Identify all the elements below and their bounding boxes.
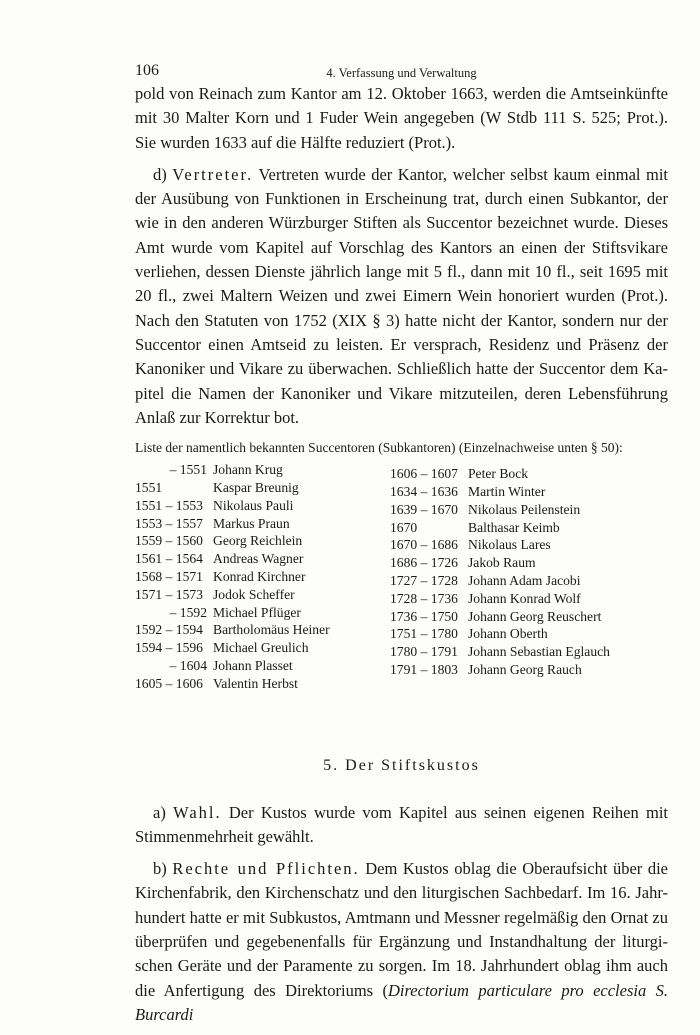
vertreter-lead: d) xyxy=(153,164,167,184)
wahl-paragraph xyxy=(135,801,668,850)
section-title: 5. Der Stiftskustos xyxy=(323,756,480,774)
succentor-entry xyxy=(135,568,390,586)
succentor-list-right-column xyxy=(390,465,610,692)
vertreter-paragraph xyxy=(135,163,668,430)
rechte-text: Dem Kustos oblag die Oberaufsicht über die Kirchenfabrik, den Kirchenschatz und den liturgischen Sachbedarf. Im 16. Jahr-hundert hatte er mit Subkustos, Amtmann und Messner regelmäßig den Ornat zu überprüfen und gegebenenfalls für Ergänzung und Instandhaltung der liturgi-schen Geräte und der Paramente zu sorgen. Im 18. Jahrhundert oblag ihm auch die Anfertigung des Direktoriums ( xyxy=(135,859,669,1000)
wahl-text: Der Kustos wurde vom Kapitel aus seinen eigenen Reihen mit Stimmenmehrheit gewählt. xyxy=(135,802,669,846)
succentor-list-left-column xyxy=(135,461,390,692)
succentor-name: Michael Greulich xyxy=(213,640,309,656)
succentor-entry xyxy=(390,625,610,643)
succentor-name: Martin Winter xyxy=(468,483,546,499)
rechte-heading: Rechte und Pflichten. xyxy=(172,859,360,879)
succentor-years: 1736 – 1750 xyxy=(390,608,458,624)
succentor-entry xyxy=(390,572,610,590)
succentor-name: Andreas Wagner xyxy=(213,551,304,567)
vertreter-heading: Vertreter. xyxy=(172,164,254,184)
succentor-name: Balthasar Keimb xyxy=(468,519,560,535)
succentor-years: 1571 – 1573 xyxy=(135,586,203,602)
directorium-title: Directorium particulare pro ecclesia S. Burcardi xyxy=(135,980,668,1024)
succentor-years: 1639 – 1670 xyxy=(390,501,458,517)
succentor-years: 1568 – 1571 xyxy=(135,568,203,584)
rechte-paragraph xyxy=(135,857,668,1027)
document-page xyxy=(135,58,668,1027)
succentor-entry xyxy=(390,643,610,661)
body-text xyxy=(135,82,668,430)
succentor-years: 1606 – 1607 xyxy=(390,466,458,482)
succentor-name: Johann Oberth xyxy=(468,626,548,642)
succentor-entry xyxy=(135,497,390,515)
succentor-entry xyxy=(135,550,390,568)
succentor-list-caption: Liste der namentlich bekannten Succentoren (Subkantoren) (Einzelnachweise unten § 50): xyxy=(135,440,623,456)
succentor-name: Johann Krug xyxy=(213,462,283,478)
succentor-entry xyxy=(390,519,610,537)
intro-paragraph: pold von Reinach zum Kantor am 12. Oktober 1663, werden die Amtseinkünfte mit 30 Malter Korn und 1 Fuder Wein angegeben (W Stdb 111 S. 525; Prot.). Sie wurden 1633 auf die Hälfte reduziert (Prot.). xyxy=(135,84,668,152)
succentor-years: 1559 – 1560 xyxy=(135,533,203,549)
succentor-years: 1551 xyxy=(135,479,163,495)
succentor-entry xyxy=(135,586,390,604)
succentor-years: – 1604 xyxy=(169,657,207,673)
succentor-name: Johann Georg Rauch xyxy=(468,661,582,677)
succentor-years: 1670 xyxy=(390,519,418,535)
succentor-name: Kaspar Breunig xyxy=(213,479,299,495)
succentor-name: Nikolaus Lares xyxy=(468,537,551,553)
succentor-years: 1751 – 1780 xyxy=(390,626,458,642)
succentor-entry xyxy=(390,590,610,608)
wahl-lead: a) xyxy=(153,802,166,822)
vertreter-text: Vertreten wurde der Kantor, welcher selbst kaum einmal mit der Ausübung von Funktionen in Erscheinung trat, durch einen Subkantor, der wie in den anderen Würzburger Stiften als Succentor bezeichnet wurde. Dieses Amt wurde vom Kapitel auf Vorschlag des Kantors an einen der Stiftsvikare verliehen, dessen Dienste jährlich lange mit 5 fl., dann mit 10 fl., seit 1695 mit 20 fl., zwei Maltern Weizen und zwei Eimern Wein honoriert wurden (Prot.). Nach den Statuten von 1752 (XIX § 3) hatte nicht der Kantor, sondern nur der Succentor einen Amtseid zu leisten. Er versprach, Residenz und Präsenz der Kanoniker und Vikare zu überwachen. Schließlich hatte der Succentor dem Ka-pitel die Namen der Kanoniker und Vikare mitzuteilen, deren Lebensführung Anlaß zur Korrektur bot. xyxy=(135,164,669,427)
succentor-entry xyxy=(135,657,390,675)
succentor-years: 1592 – 1594 xyxy=(135,622,203,638)
wahl-heading: Wahl. xyxy=(173,802,222,822)
succentor-name: Johann Konrad Wolf xyxy=(468,590,581,606)
succentor-years: 1605 – 1606 xyxy=(135,675,203,691)
succentor-entry xyxy=(135,675,390,693)
succentor-list xyxy=(135,461,668,692)
succentor-years: 1561 – 1564 xyxy=(135,551,203,567)
running-head: 4. Verfassung und Verwaltung xyxy=(326,66,477,80)
succentor-name: Johann Adam Jacobi xyxy=(468,572,581,588)
succentor-years: 1594 – 1596 xyxy=(135,640,203,656)
succentor-entry xyxy=(135,621,390,639)
succentor-entry xyxy=(390,501,610,519)
succentor-entry xyxy=(390,661,610,679)
succentor-entry xyxy=(135,461,390,479)
succentor-name: Bartholomäus Heiner xyxy=(213,622,330,638)
succentor-name: Valentin Herbst xyxy=(213,675,298,691)
succentor-name: Nikolaus Pauli xyxy=(213,497,294,513)
succentor-name: Nikolaus Peilenstein xyxy=(468,501,581,517)
succentor-years: 1670 – 1686 xyxy=(390,537,458,553)
succentor-years: 1553 – 1557 xyxy=(135,515,203,531)
succentor-years: 1728 – 1736 xyxy=(390,590,458,606)
succentor-name: Markus Praun xyxy=(213,515,290,531)
succentor-name: Johann Plasset xyxy=(213,657,293,673)
rechte-lead: b) xyxy=(153,859,167,879)
succentor-name: Johann Georg Reuschert xyxy=(468,608,602,624)
succentor-years: 1634 – 1636 xyxy=(390,483,458,499)
succentor-name: Johann Sebastian Eglauch xyxy=(468,644,610,660)
page-number: 106 xyxy=(135,62,159,79)
succentor-years: – 1592 xyxy=(169,604,207,620)
succentor-years: 1780 – 1791 xyxy=(390,644,458,660)
succentor-years: 1727 – 1728 xyxy=(390,572,458,588)
succentor-entry xyxy=(390,465,610,483)
succentor-name: Jakob Raum xyxy=(468,555,536,571)
succentor-name: Peter Bock xyxy=(468,466,529,482)
succentor-entry xyxy=(135,604,390,622)
succentor-years: 1686 – 1726 xyxy=(390,555,458,571)
succentor-years: 1791 – 1803 xyxy=(390,661,458,677)
succentor-entry xyxy=(135,515,390,533)
succentor-entry xyxy=(390,608,610,626)
succentor-name: Konrad Kirchner xyxy=(213,568,306,584)
succentor-name: Georg Reichlein xyxy=(213,533,303,549)
succentor-entry xyxy=(390,554,610,572)
succentor-entry xyxy=(135,479,390,497)
succentor-entry xyxy=(390,483,610,501)
succentor-name: Michael Pflüger xyxy=(213,604,301,620)
section-body xyxy=(135,801,668,1028)
succentor-name: Jodok Scheffer xyxy=(213,586,295,602)
succentor-entry xyxy=(390,536,610,554)
page-header xyxy=(135,58,668,82)
succentor-years: 1551 – 1553 xyxy=(135,497,203,513)
succentor-years: – 1551 xyxy=(169,462,207,478)
succentor-entry xyxy=(135,532,390,550)
succentor-entry xyxy=(135,639,390,657)
